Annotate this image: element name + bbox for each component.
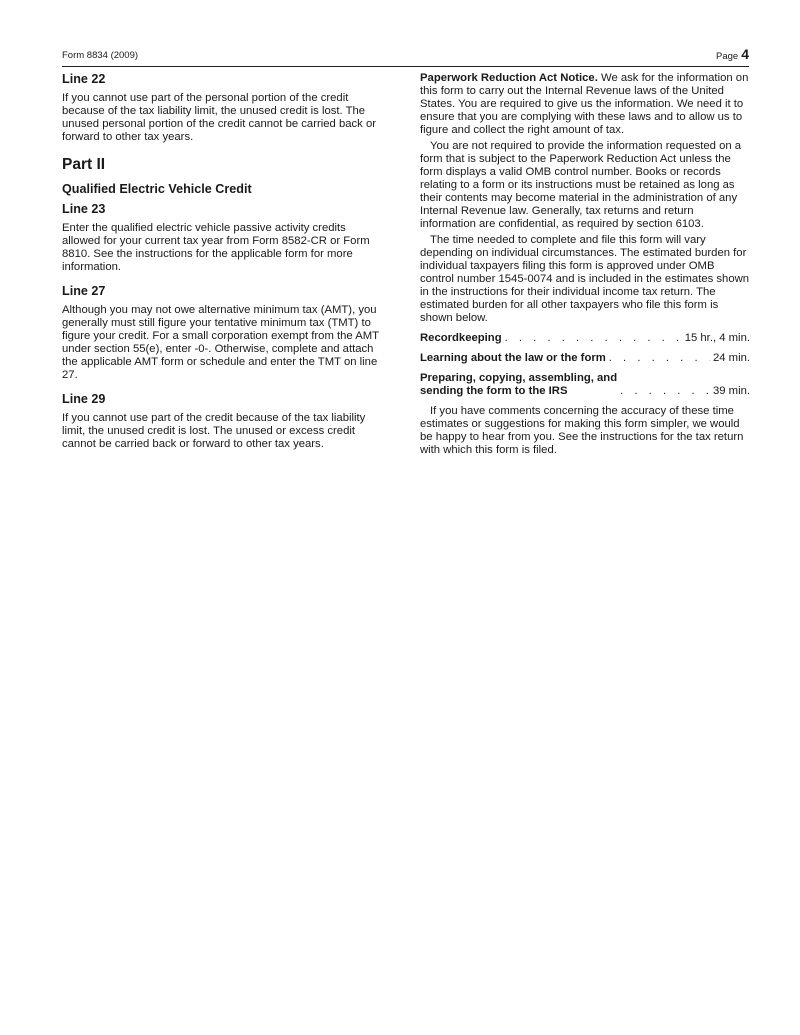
burden-table [420, 332, 750, 398]
left-column [62, 72, 386, 461]
preparing-label-line-2: sending the form to the IRS [420, 385, 568, 397]
preparing-label-line-1: Preparing, copying, assembling, and [420, 372, 618, 384]
leader-dots [620, 385, 710, 398]
line-23-section [62, 202, 386, 274]
line-27-text: Although you may not owe alternative minimum tax (AMT), you generally must still figure your tentative minimum tax (TMT) to figure your credit. For a small corporation exempt from the AMT under section 55(e), enter -0-. Otherwise, complete and attach the applicable AMT form or schedule and enter the TMT on line 27. [62, 304, 379, 381]
burden-paragraph: The time needed to complete and file this form will vary depending on individual circumstances. The estimated burden for individual taxpayers filing this form is approved under OMB control number 1545-0074 and is included in the estimates shown in the instructions for their individual income tax return. The estimated burden for all other taxpayers who file this form is shown below. [420, 234, 750, 324]
leader-dots [609, 352, 710, 365]
burden-row-recordkeeping [420, 332, 750, 345]
preparing-label [420, 372, 617, 398]
line-23-text: Enter the qualified electric vehicle passive activity credits allowed for your current tax year from Form 8582-CR or Form 8810. See the instructions for the applicable form for more information. [62, 222, 370, 273]
comments-paragraph: If you have comments concerning the accuracy of these time estimates or suggestions for making this form simpler, we would be happy to hear from you. See the instructions for the tax return with which this form is filed. [420, 405, 744, 456]
right-column [420, 72, 750, 460]
learning-label: Learning about the law or the form [420, 352, 606, 364]
page-number-value: 4 [741, 46, 749, 62]
burden-row-learning [420, 352, 750, 365]
line-27-section [62, 284, 386, 382]
line-27-heading: Line 27 [62, 284, 106, 298]
leader-dots [505, 332, 682, 345]
recordkeeping-value: 15 hr., 4 min. [684, 332, 750, 344]
line-22-section [62, 72, 386, 144]
learning-value: 24 min. [712, 352, 750, 364]
page-header [62, 46, 749, 67]
paperwork-notice-paragraph [420, 72, 750, 137]
line-23-heading: Line 23 [62, 202, 106, 216]
line-29-text: If you cannot use part of the credit because of the tax liability limit, the unused credit is lost. The unused or excess credit cannot be carried back or forward to other tax years. [62, 412, 366, 450]
page-label: Page [716, 51, 739, 62]
recordkeeping-label: Recordkeeping [420, 332, 502, 344]
burden-row-preparing [420, 372, 750, 398]
paperwork-notice-heading: Paperwork Reduction Act Notice. [420, 72, 598, 84]
page-number [716, 46, 749, 62]
form-id: Form 8834 (2009) [62, 50, 139, 61]
line-22-text: If you cannot use part of the personal portion of the credit because of the tax liability limit, the unused credit is lost. The unused personal portion of the credit cannot be carried back or forward to other tax years. [62, 92, 376, 143]
part-2-section [62, 156, 386, 196]
part-2-heading: Part II [62, 156, 106, 173]
preparing-value: 39 min. [712, 385, 750, 397]
part-2-subheading: Qualified Electric Vehicle Credit [62, 182, 252, 196]
omb-paragraph: You are not required to provide the information requested on a form that is subject to the Paperwork Reduction Act unless the form displays a valid OMB control number. Books or records relating to a form or its instructions must be retained as long as their contents may become material in the administration of any Internal Revenue law. Generally, tax returns and return information are confidential, as required by section 6103. [420, 140, 742, 230]
line-22-heading: Line 22 [62, 72, 106, 86]
line-29-section [62, 392, 386, 451]
line-29-heading: Line 29 [62, 392, 106, 406]
paperwork-notice-text: We ask for the information on this form to carry out the Internal Revenue laws of the United States. You are required to give us the information. We need it to ensure that you are complying with these laws and to allow us to figure and collect the right amount of tax. [420, 72, 749, 136]
